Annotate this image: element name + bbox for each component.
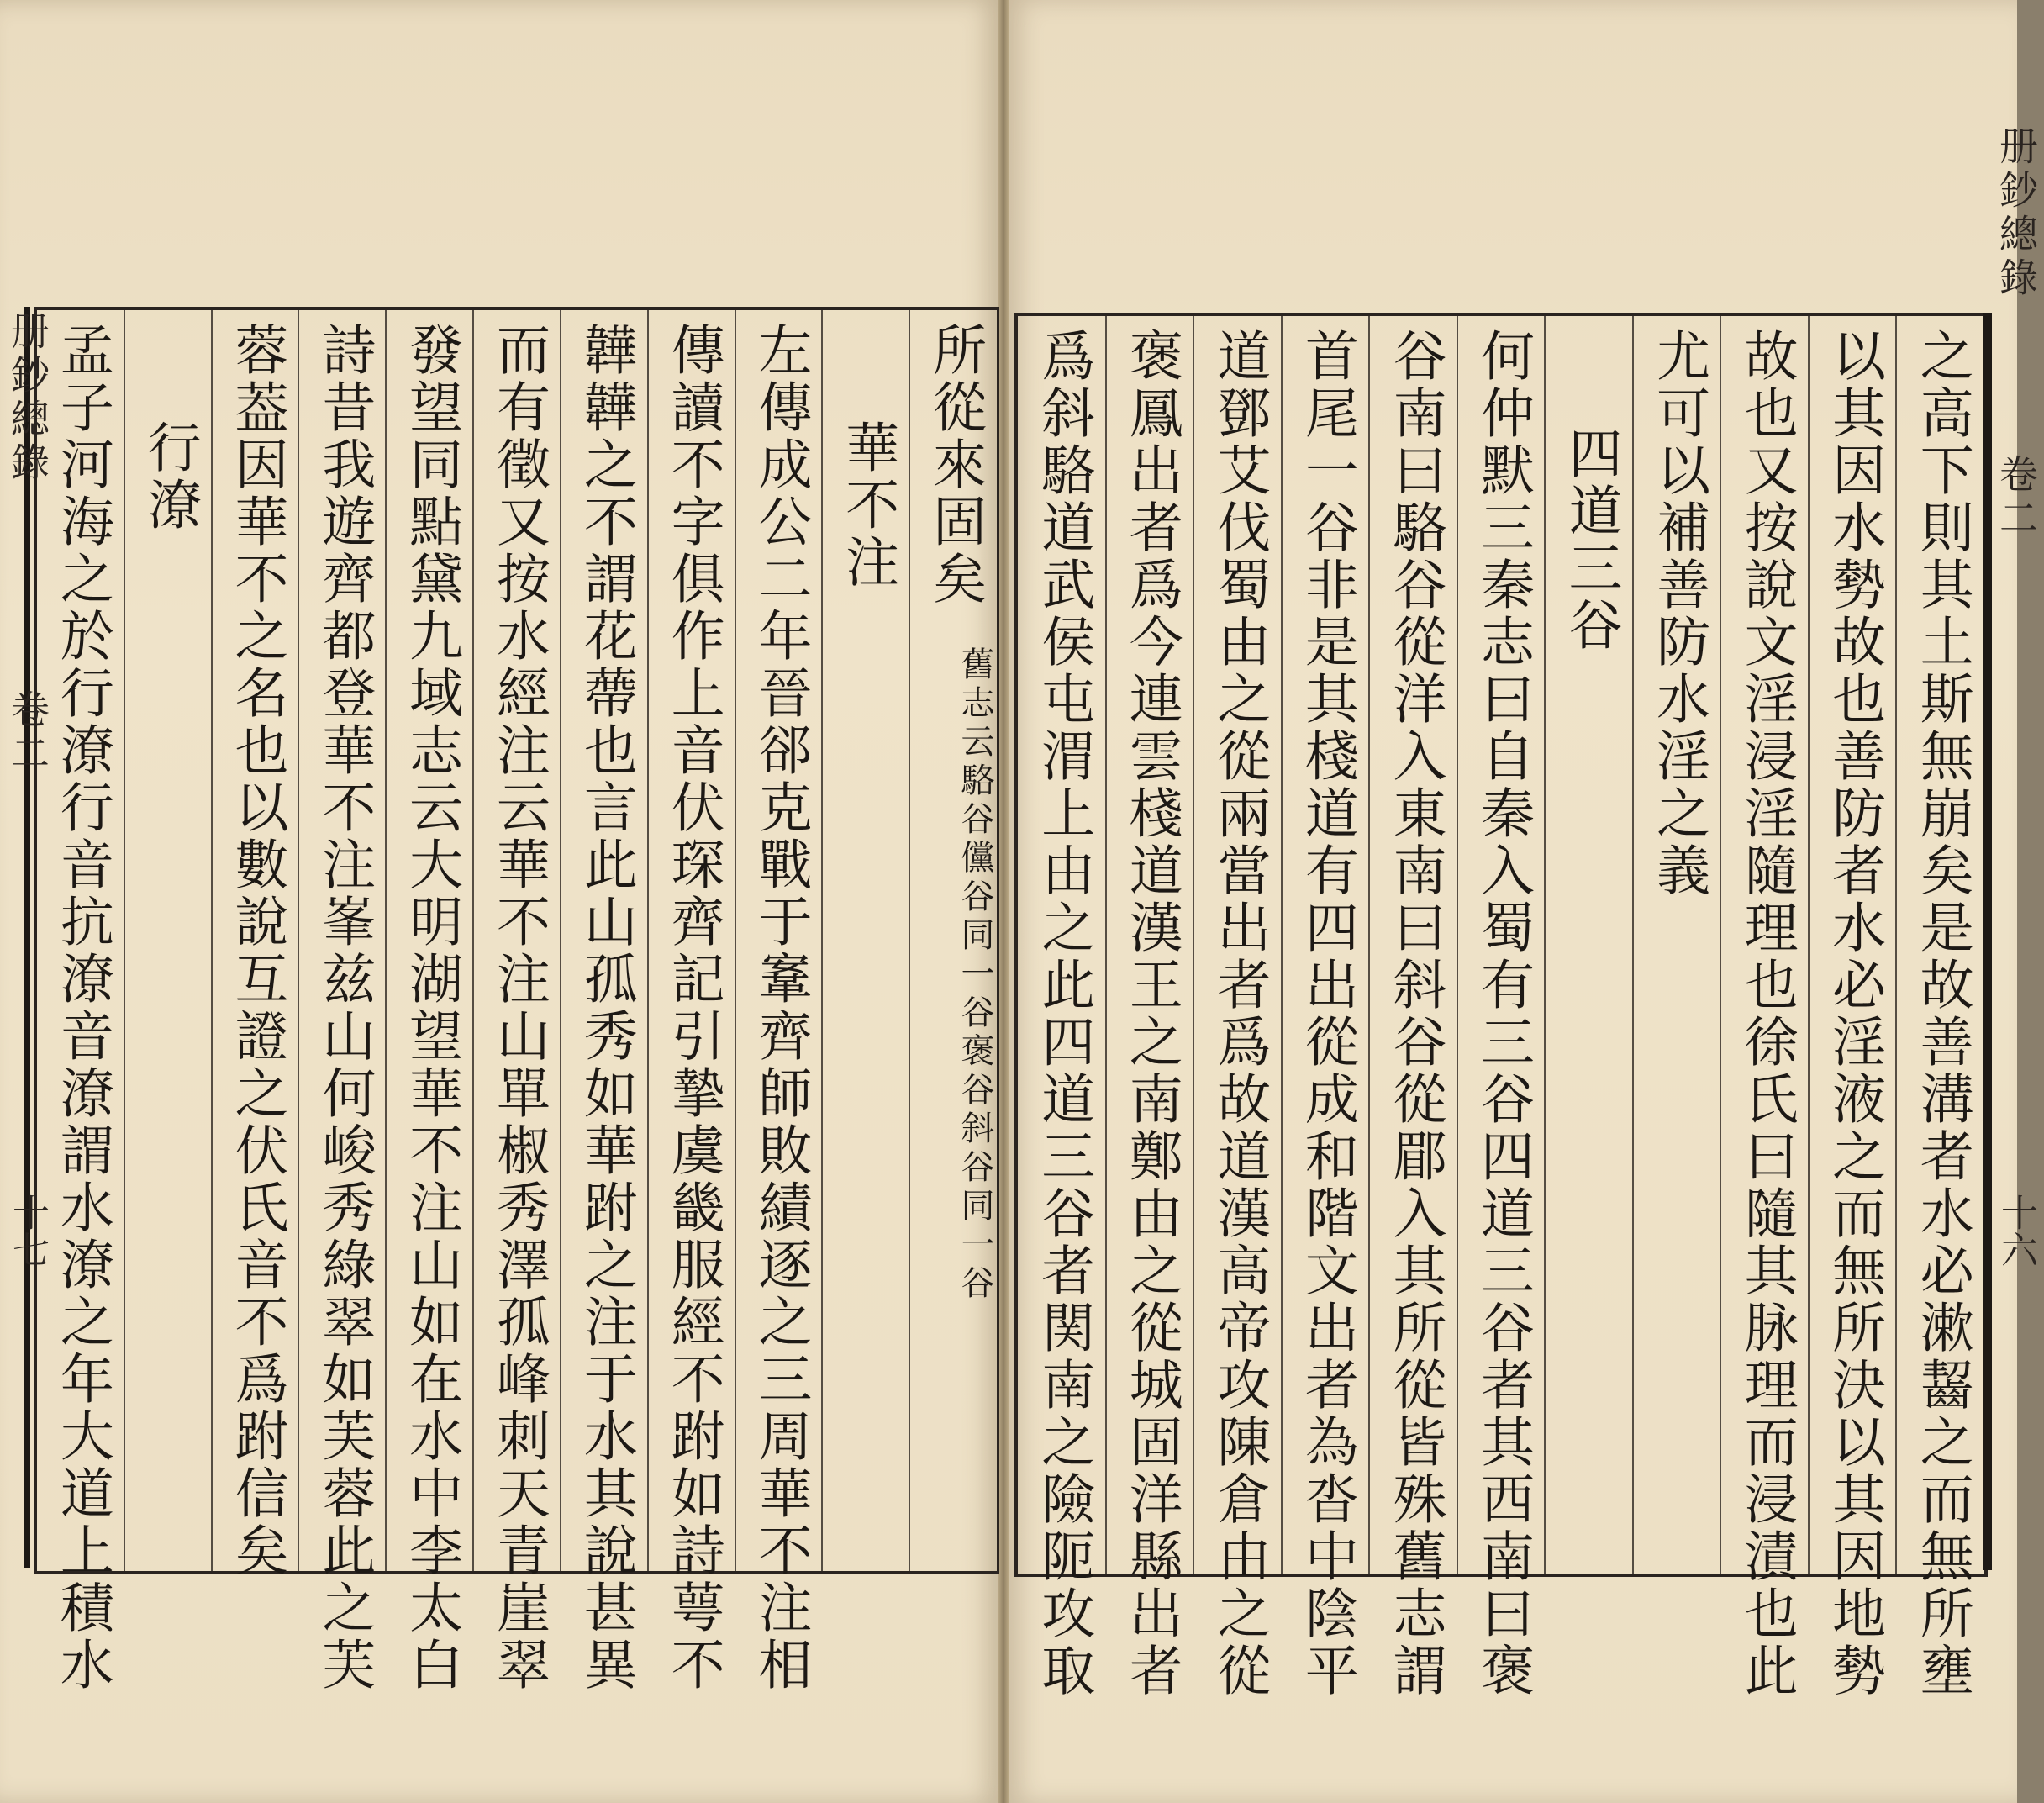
left-column [212,310,299,1579]
right-margin-volume: 卷二 [1994,454,2039,541]
right-text-line: 首尾一谷非是其棧道有四出從成和階文出者為沓中陰平 [1295,328,1358,1700]
left-text-line: 孟子河海之於行潦行音抗潦音潦謂水潦之年大道上積水 [50,322,113,1694]
left-fold-line [24,307,30,1568]
right-text-line: 爲斜駱道武侯屯渭上由之此四道三谷者関南之險阨攻取 [1032,328,1095,1700]
left-section-heading: 華不注 [836,419,899,591]
right-column [1369,316,1457,1700]
left-text-line: 韡韡之不謂花蔕也言此山孤秀如華跗之注于水其說甚異 [574,322,637,1694]
right-column [1896,316,1984,1700]
right-column [1809,316,1897,1700]
left-column [909,310,997,1571]
right-column [1106,316,1194,1700]
left-margin-volume: 卷二 [5,689,50,777]
right-text-line: 何仲默三秦志曰自秦入蜀有三谷四道三谷者其西南曰褒 [1471,328,1534,1700]
right-text-line: 道鄧艾伐蜀由之從兩當出者爲故道漢高帝攻陳倉由之從 [1208,328,1271,1700]
left-annotation-note: 舊志云駱谷儻谷同一谷褒谷斜谷同一谷 [955,646,994,1304]
left-column [298,310,386,1694]
left-section-heading: 行潦 [138,419,201,534]
right-text-line: 褒鳳出者爲今連雲棧道漢王之南鄭由之從城固洋縣出者 [1119,328,1183,1700]
left-text-line: 所從來固矣 [924,322,987,608]
right-column [1457,316,1546,1700]
right-text-line: 之高下則其土斯無崩矣是故善溝者水必漱齧之而無所壅 [1910,328,1973,1700]
left-page-frame [34,307,999,1694]
left-column [386,310,473,1694]
right-column [1282,316,1370,1700]
left-column [561,310,648,1694]
right-column [1193,316,1282,1700]
left-text-line: 發望同點黛九域志云大明湖望華不注山如在水中李太白 [400,322,463,1694]
right-section-heading: 四道三谷 [1559,425,1622,654]
left-column [124,310,212,1571]
right-page-frame [1014,313,1988,1700]
right-column [1545,316,1633,1574]
right-page-number: 十六 [1994,1194,2037,1268]
right-column [1018,316,1106,1700]
left-text-line: 詩昔我遊齊都登華不注峯兹山何峻秀綠翠如芙蓉此之芙 [313,322,376,1694]
left-margin-title: 册鈔總錄 [5,311,50,486]
left-text-line: 而有徵又按水經注云華不注山單椒秀澤孤峰刺天青崖翠 [487,322,550,1694]
left-column [37,310,124,1694]
left-column [648,310,735,1694]
book-gutter [998,0,1009,1803]
right-text-line: 故也又按說文淫浸淫隨理也徐氏曰隨其脉理而浸漬也此 [1735,328,1798,1700]
left-column [735,310,823,1694]
right-text-line: 尤可以補善防水淫之義 [1647,328,1710,899]
right-column [1720,316,1809,1700]
right-margin-title: 册鈔總錄 [1994,126,2039,301]
left-text-line: 傳讀不字俱作上音伏琛齊記引摯虞畿服經不跗如詩萼不 [661,322,724,1694]
right-column [1633,316,1721,1574]
right-text-line: 以其因水勢故也善防者水必淫液之而無所決以其因地勢 [1823,328,1886,1700]
left-column [473,310,561,1694]
left-page-number: 十七 [6,1194,49,1268]
left-text-line: 蓉葢因華不之名也以數說互證之伏氏音不爲跗信矣 [225,322,288,1579]
left-column [822,310,909,1571]
left-text-line: 左傳成公二年晉郤克戰于鞌齊師敗績逐之三周華不注相 [749,322,812,1694]
right-text-line: 谷南曰駱谷從洋入東南曰斜谷從郿入其所從皆殊舊志謂 [1383,328,1446,1700]
